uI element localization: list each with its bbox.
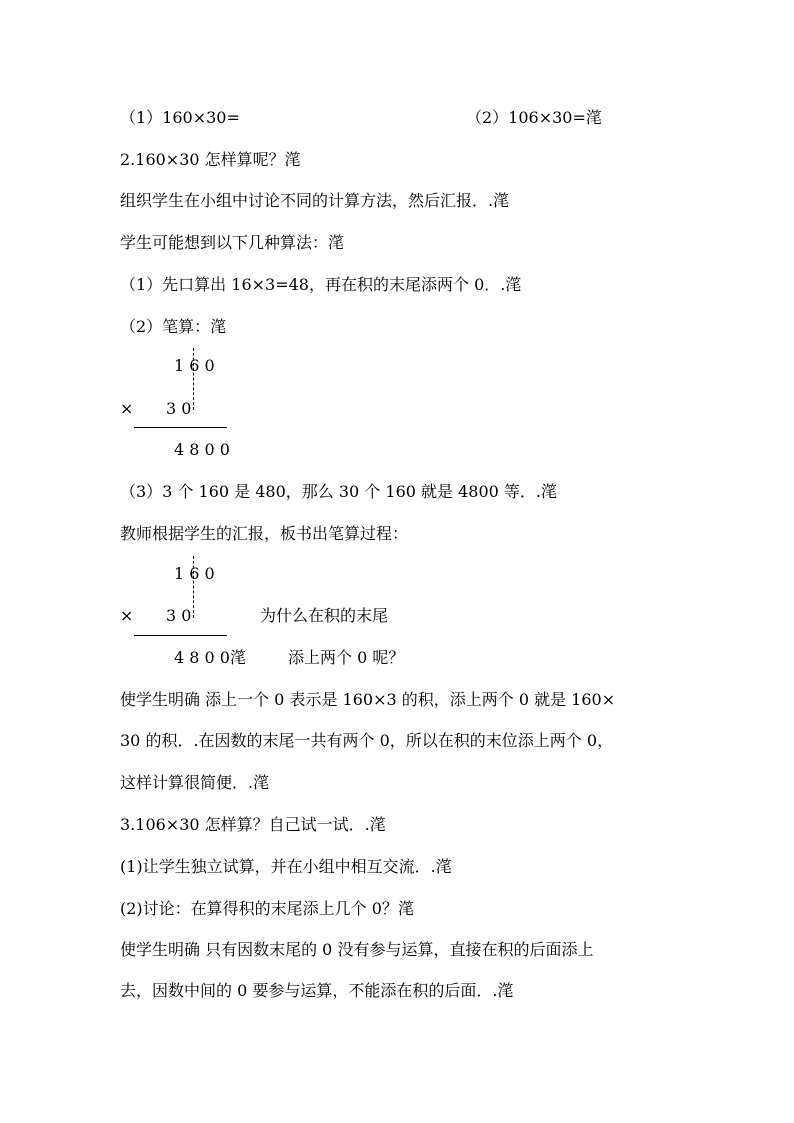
stray-mark: 滗 [497,981,514,1000]
line-question-2: 2.160×30 怎样算呢？滗 [120,150,301,169]
product: 4 8 0 0 [174,440,230,459]
stray-mark: 滗 [328,233,345,252]
line-method-3: （3）3 个 160 是 480，那么 30 个 160 就是 4800 等．.滗 [120,482,558,501]
multiplicand: 1 6 0 [174,564,215,583]
multiplicand: 1 6 0 [174,356,215,375]
stray-mark: 滗 [505,275,522,294]
line-method-2: （2）笔算：滗 [120,317,227,336]
multiplier: 3 0 [166,399,192,418]
line-clarify-1c: 这样计算很简便．.滗 [120,773,270,792]
line-question-3: 3.106×30 怎样算？自己试一试．.滗 [120,815,386,834]
question-note-line-2: 添上两个 0 呢？ [288,648,405,667]
stray-mark: 滗 [397,899,414,918]
stray-mark: 滗 [369,815,386,834]
line-clarify-2b: 去，因数中间的 0 要参与运算，不能添在积的后面．.滗 [120,981,514,1000]
product: 4 8 0 0滗 [174,648,246,667]
line-step-2: (2)讨论：在算得积的末尾添上几个 0？滗 [120,899,414,918]
exercise-2: （2）106×30=滗 [466,108,602,127]
stray-mark: 滗 [493,191,510,210]
stray-mark: 滗 [435,857,452,876]
stray-mark: 滗 [210,317,227,336]
stray-mark: 滗 [253,773,270,792]
alignment-dash [193,556,194,618]
multiply-sign: × [120,606,134,625]
stray-mark: 滗 [541,482,558,501]
result-line [134,635,227,636]
result-line [134,427,227,428]
line-clarify-2a: 使学生明确 只有因数末尾的 0 没有参与运算，直接在积的后面添上 [120,940,594,959]
alignment-dash [193,348,194,410]
line-method-1: （1）先口算出 16×3=48，再在积的末尾添两个 0．.滗 [120,275,522,294]
line-step-1: (1)让学生独立试算，并在小组中相互交流．.滗 [120,857,452,876]
line-clarify-1b: 30 的积．.在因数的末尾一共有两个 0，所以在积的末位添上两个 0， [120,731,614,750]
question-note-line-1: 为什么在积的末尾 [260,606,389,625]
line-teacher-board: 教师根据学生的汇报，板书出笔算过程： [120,524,409,543]
line-organize: 组织学生在小组中讨论不同的计算方法，然后汇报．.滗 [120,191,510,210]
line-exercise-pair [120,108,602,128]
exercise-1: （1）160×30= [120,108,240,127]
line-methods-intro: 学生可能想到以下几种算法：滗 [120,233,345,252]
multiplier: 3 0 [166,606,192,625]
line-clarify-1a: 使学生明确 添上一个 0 表示是 160×3 的积，添上两个 0 就是 160× [120,690,616,709]
stray-mark: 滗 [585,108,602,127]
stray-mark: 滗 [229,648,246,667]
stray-mark: 滗 [284,150,301,169]
multiply-sign: × [120,399,134,418]
